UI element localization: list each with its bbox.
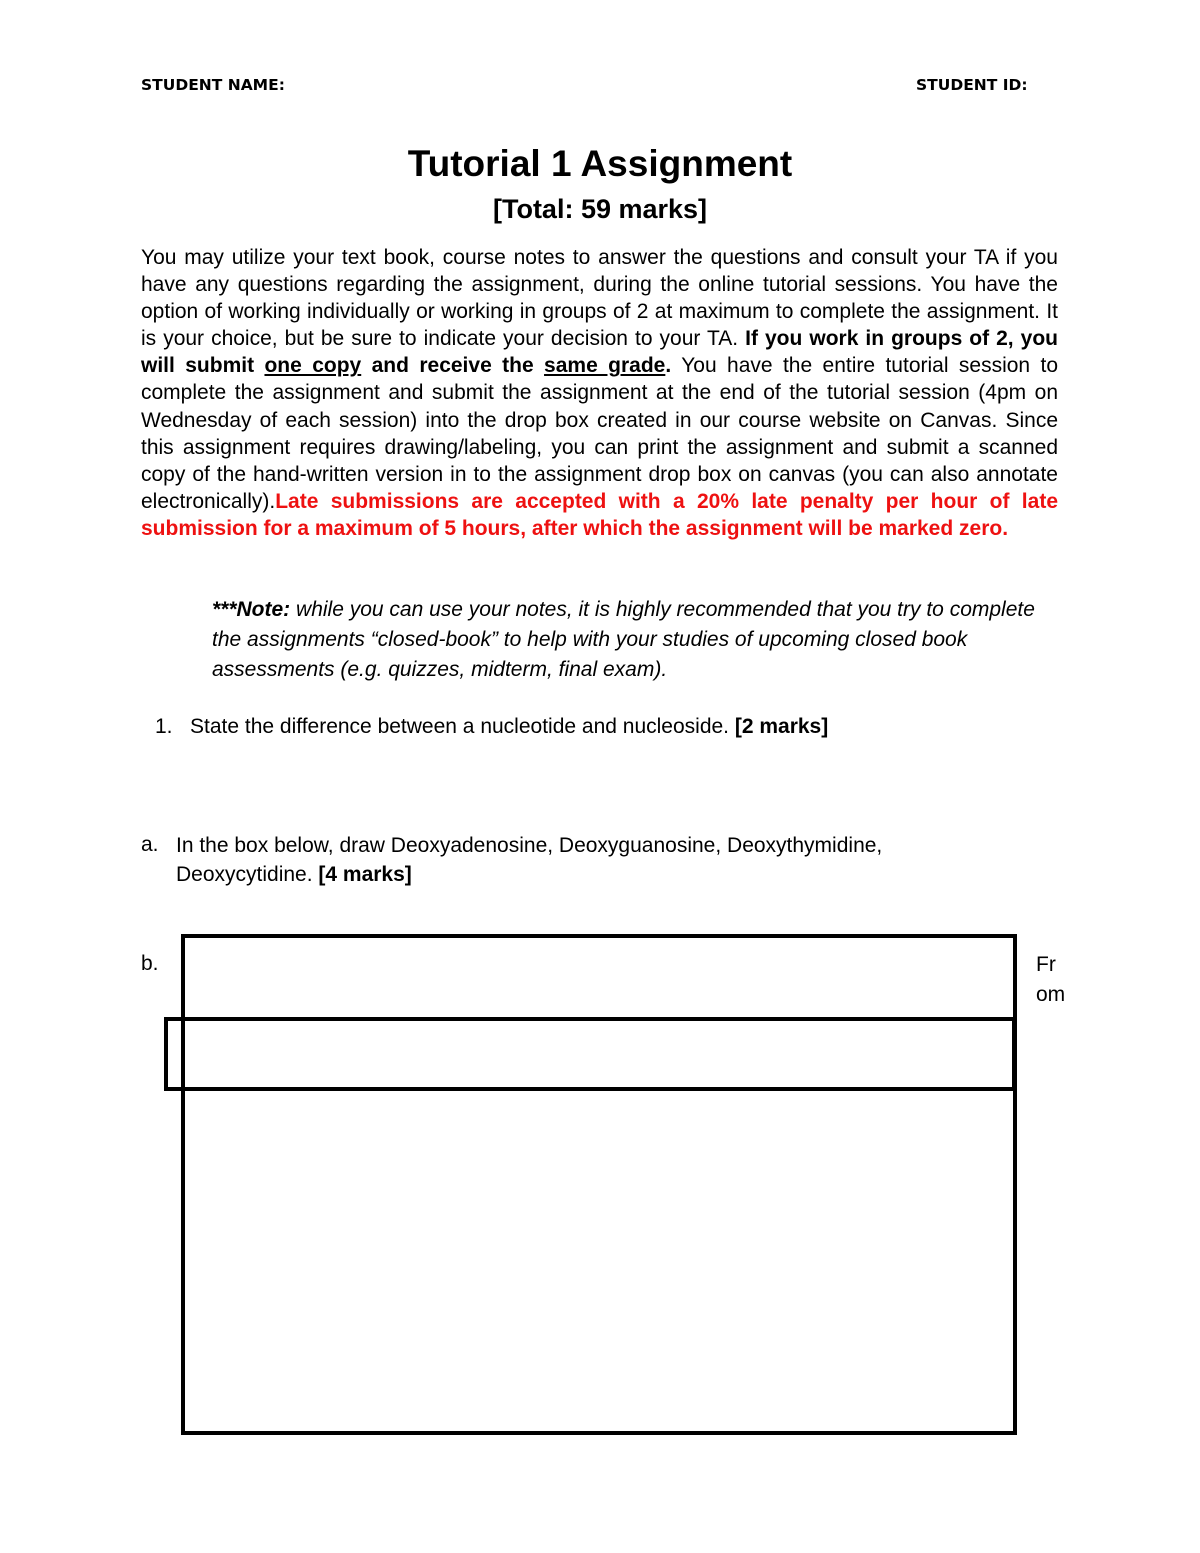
question-1 bbox=[190, 713, 828, 741]
note-label: ***Note: bbox=[212, 598, 291, 621]
page-title: Tutorial 1 Assignment bbox=[407, 143, 793, 184]
question-a-marks: [4 marks] bbox=[318, 863, 412, 886]
instructions-paragraph bbox=[141, 244, 1058, 542]
same-grade-emphasis: same grade bbox=[544, 354, 666, 378]
student-id-label: STUDENT ID: bbox=[916, 76, 1028, 94]
question-a bbox=[176, 831, 996, 889]
from-side-text: From bbox=[1036, 953, 1066, 1006]
inner-answer-box[interactable] bbox=[164, 1017, 1016, 1091]
total-marks: [Total: 59 marks] bbox=[492, 194, 708, 224]
question-1-marks: [2 marks] bbox=[734, 715, 829, 738]
instructions-text: You may utilize your text book, course notes to answer the questions and consult your TA if you have any questions regarding the assignment, during the online tutorial sessions. You have the option of working individually or working in groups of 2 at maximum to complete the assignment. It is your choice, but be sure to indicate your decision to your TA. bbox=[141, 246, 1058, 351]
question-1-number: 1. bbox=[155, 715, 173, 738]
question-a-text: In the box below, draw Deoxyadenosine, Deoxyguanosine, Deoxythymidine, Deoxycytidine. bbox=[176, 834, 883, 886]
note-text: while you can use your notes, it is highly recommended that you try to complete the assignments “closed-book” to help with your studies of upcoming closed book assessments (e.g. quizzes, midterm, final exam). bbox=[212, 598, 1035, 681]
group-policy-part: If you work in groups of 2, you will submit bbox=[141, 327, 1058, 378]
late-policy-text: Late submissions are accepted with a 20% late penalty per hour of late submission for a maximum of 5 hours, after which the assignment will be marked zero. bbox=[141, 489, 1058, 540]
question-a-letter: a. bbox=[141, 833, 159, 856]
study-note bbox=[212, 595, 1052, 685]
group-policy-part: and receive the bbox=[361, 354, 545, 378]
question-1-text: State the difference between a nucleotide and nucleoside. bbox=[190, 715, 735, 738]
group-policy-period: . bbox=[665, 354, 672, 378]
submission-text: You have the entire tutorial session to complete the assignment and submit the assignment at the end of the tutorial session (4pm on Wednesday of each session) into the drop box created in our course website on Canvas. Since this assignment requires drawing/labeling, you can print the assignment and submit a scanned copy of the hand-written version in to the assignment drop box on canvas (you can also annotate electronically). bbox=[141, 354, 1059, 513]
question-b-letter: b. bbox=[141, 952, 159, 975]
student-name-label: STUDENT NAME: bbox=[141, 76, 285, 94]
drawing-answer-box[interactable] bbox=[181, 934, 1017, 1435]
one-copy-emphasis: one copy bbox=[264, 354, 362, 378]
